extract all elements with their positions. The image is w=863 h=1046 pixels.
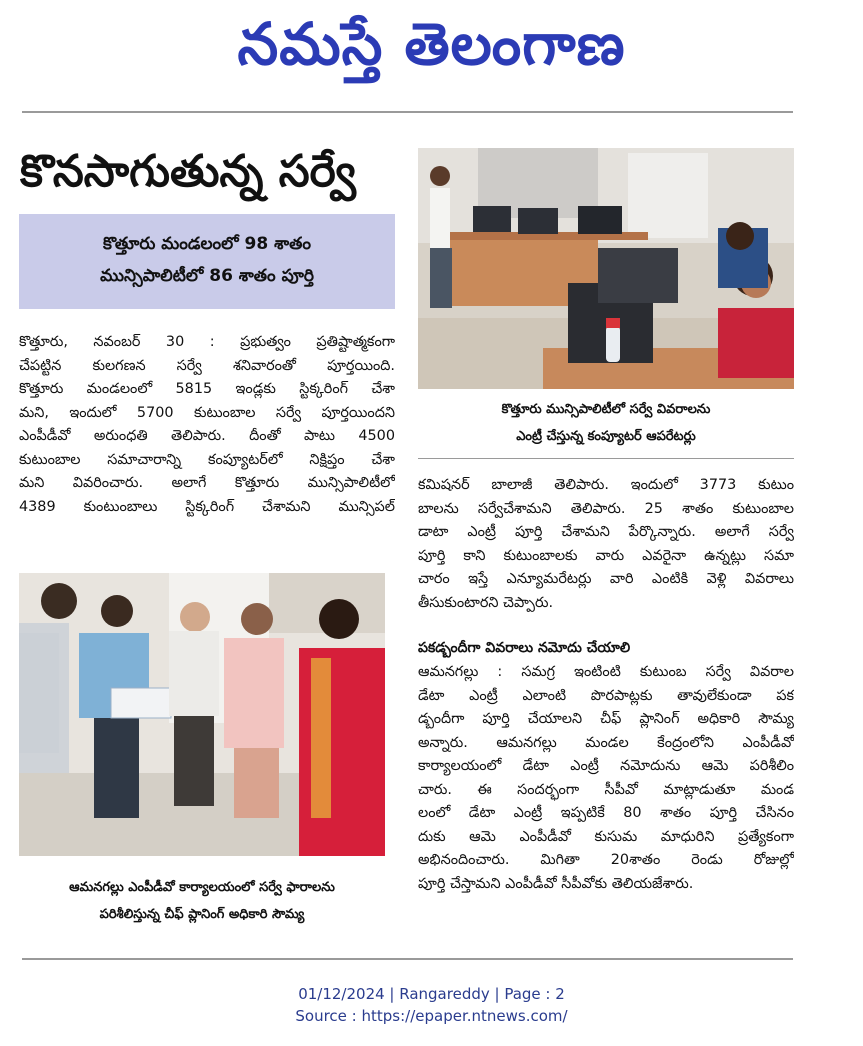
caption-line: కొత్తూరు మున్సిపాలిటీలో సర్వే వివరాలను [501, 402, 711, 417]
computer-operators-photo [418, 148, 794, 389]
footer-edition-info: 01/12/2024 | Rangareddy | Page : 2 [298, 985, 565, 1003]
caption-line: ఆమనగల్లు ఎంపీడీవో కార్యాలయంలో సర్వే ఫారాలను [69, 880, 335, 895]
section-subheading: పకడ్బందీగా వివరాలు నమోదు చేయాలి [418, 640, 631, 656]
text-line: డ్బందీగా పూర్తి చేయాలని చీఫ్ ప్లానింగ్ అధికారి సౌమ్య [418, 711, 794, 727]
top-photo-caption [418, 396, 794, 450]
text-line: కొత్తూరు మండలంలో 5815 ఇండ్లకు స్టిక్కరింగ్ చేశా [19, 381, 395, 397]
bottom-photo-caption [19, 874, 385, 928]
text-line: డేటా ఎంట్రీ ఎలాంటి పొరపాట్లకు తావులేకుండా పక [418, 687, 794, 704]
right-column-body-1 [418, 474, 794, 615]
text-line: మని, ఇందులో 5700 కుటుంబాల సర్వే పూర్తయిందని [19, 404, 395, 421]
text-line: చారు. ఈ సందర్భంగా సీపీవో మాట్లాడుతూ మండ [418, 781, 794, 798]
caption-divider [418, 458, 794, 459]
text-line: చారం ఇస్తే ఎన్యూమరేటర్లు వారి ఎంటికి వెళ్లి వివరాలు [418, 571, 794, 587]
text-line: అన్నారు. ఆమనగల్లు మండల కేంద్రంలోని ఎంపీడీవో [418, 734, 794, 751]
text-line: దుకు ఆమె ఎంపీడీవో కుసుమ మాధురిని ప్రత్యేకంగా [418, 828, 794, 845]
text-line: కమిషనర్ బాలాజీ తెలిపారు. ఇందులో 3773 కుటుం [418, 477, 794, 493]
text-line: పూర్తి చేస్తామని ఎంపీడీవో సీపీవోకు తెలియజేశారు. [418, 875, 694, 892]
footer-source: Source : https://epaper.ntnews.com/ [295, 1007, 568, 1025]
text-line: చేపట్టిన కులగణన సర్వే శనివారంతో పూర్తయింది. [19, 357, 395, 374]
right-column-body-2 [418, 661, 794, 896]
text-line: కార్యాలయంలో డేటా ఎంట్రీ నమోదును ఆమె పరిశీలిం [418, 758, 794, 774]
text-line: లంలో డేటా ఎంట్రీ ఇప్పటికే 80 శాతం పూర్తి చేసినం [418, 805, 794, 821]
text-line: మని వివరించారు. అలాగే కొత్తూరు మున్సిపాలిటీలో [19, 475, 395, 491]
article-headline: కొనసాగుతున్న సర్వే [20, 146, 356, 197]
survey-forms-photo [19, 573, 385, 856]
text-line: 4389 కుంటుంబాలు స్టిక్కరింగ్ చేశామని మున్సిపల్ [19, 498, 395, 515]
text-line: బాలను సర్వేచేశామని తెలిపారు. 25 శాతం కుటుంబాల [418, 500, 794, 517]
caption-line: పరిశీలిస్తున్న చీఫ్ ప్లానింగ్ అధికారి సౌమ్య [99, 907, 305, 922]
text-line: డాటా ఎంట్రీ పూర్తి చేశామని పేర్కొన్నారు. అలాగే సర్వే [418, 524, 794, 540]
text-line: పూర్తి కాని కుటుంబాలకు వారు ఎవరైనా ఉన్నట్లు సమా [418, 547, 794, 564]
left-column-body [19, 331, 395, 519]
text-line: ఆమనగల్లు : సమగ్ర ఇంటింటి కుటుంబ సర్వే వివరాల [418, 664, 794, 680]
footer-divider [22, 958, 793, 960]
text-line: ఎంపీడీవో అరుంధతి తెలిపారు. దీంతో పాటు 4500 [19, 428, 395, 444]
subheadline-line-2: మున్సిపాలిటీలో 86 శాతం పూర్తి [100, 265, 314, 286]
newspaper-masthead: నమస్తే తెలంగాణ [237, 10, 626, 78]
text-line: కొత్తూరు, నవంబర్ 30 : ప్రభుత్వం ప్రతిష్టాత్మకంగా [19, 334, 395, 350]
subheadline-line-1: కొత్తూరు మండలంలో 98 శాతం [103, 233, 311, 254]
caption-line: ఎంట్రీ చేస్తున్న కంప్యూటర్ ఆపరేటర్లు [516, 429, 696, 444]
masthead-divider [22, 111, 793, 113]
text-line: కుటుంబాల సమాచారాన్ని కంప్యూటర్‌లో నిక్షిప్తం చేశా [19, 451, 395, 468]
subheadline-box [19, 214, 395, 309]
text-line: అభినందించారు. మిగితా 20శాతం రెండు రోజుల్లో [418, 852, 794, 868]
text-line: తీసుకుంటారని చెప్పారు. [418, 594, 554, 611]
